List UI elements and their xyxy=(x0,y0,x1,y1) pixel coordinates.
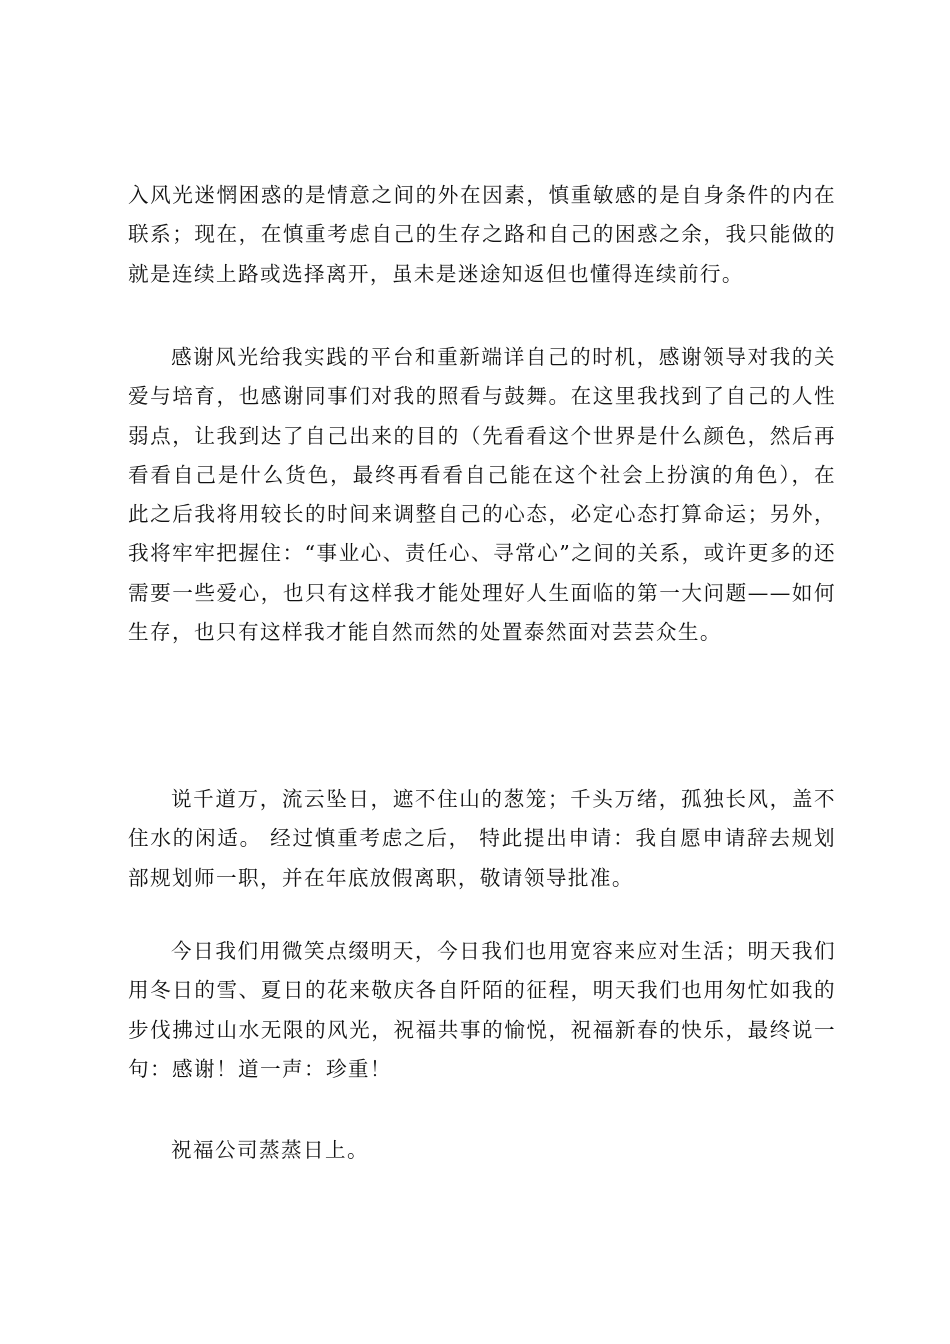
paragraph-closing xyxy=(128,1131,836,1170)
paragraph-1: 入风光迷惘困惑的是情意之间的外在因素，慎重敏感的是自身条件的内在联系；现在，在慎重考虑自己的生存之路和自己的困惑之余，我只能做的就是连续上路或选择离开，虽未是迷途知返但也懂得连续前行。 xyxy=(128,183,836,286)
paragraph-5: 祝福公司蒸蒸日上。 xyxy=(171,1138,369,1162)
paragraph-2: 感谢风光给我实践的平台和重新端详自己的时机，感谢领导对我的关爱与培育，也感谢同事们对我的照看与鼓舞。在这里我找到了自己的人性弱点，让我到达了自己出来的目的（先看看这个世界是什么颜色，然后再看看自己是什么货色，最终再看看自己能在这个社会上扮演的角色），在此之后我将用较长的时间来调整自己的心态，必定心态打算命运；另外，我将牢牢把握住：“事业心、责任心、寻常心”之间的关系，或许更多的还需要一些爱心，也只有这样我才能处理好人生面临的第一大问题——如何生存，也只有这样我才能自然而然的处置泰然面对芸芸众生。 xyxy=(128,345,836,645)
paragraph-continuation xyxy=(128,176,836,294)
paragraph-thanks xyxy=(128,338,836,652)
paragraph-3: 说千道万，流云坠日，遮不住山的葱笼；千头万绪，孤独长风，盖不住水的闲适。 经过慎重考虑之后， 特此提出申请：我自愿申请辞去规划部规划师一职，并在年底放假离职，敬请领导批准。 xyxy=(128,787,836,890)
paragraph-farewell xyxy=(128,932,836,1089)
paragraph-4: 今日我们用微笑点缀明天，今日我们也用宽容来应对生活；明天我们用冬日的雪、夏日的花来敬庆各自阡陌的征程，明天我们也用匆忙如我的步伐拂过山水无限的风光，祝福共事的愉悦，祝福新春的快乐，最终说一句：感谢！道一声：珍重！ xyxy=(128,939,836,1081)
paragraph-resignation xyxy=(128,780,836,898)
